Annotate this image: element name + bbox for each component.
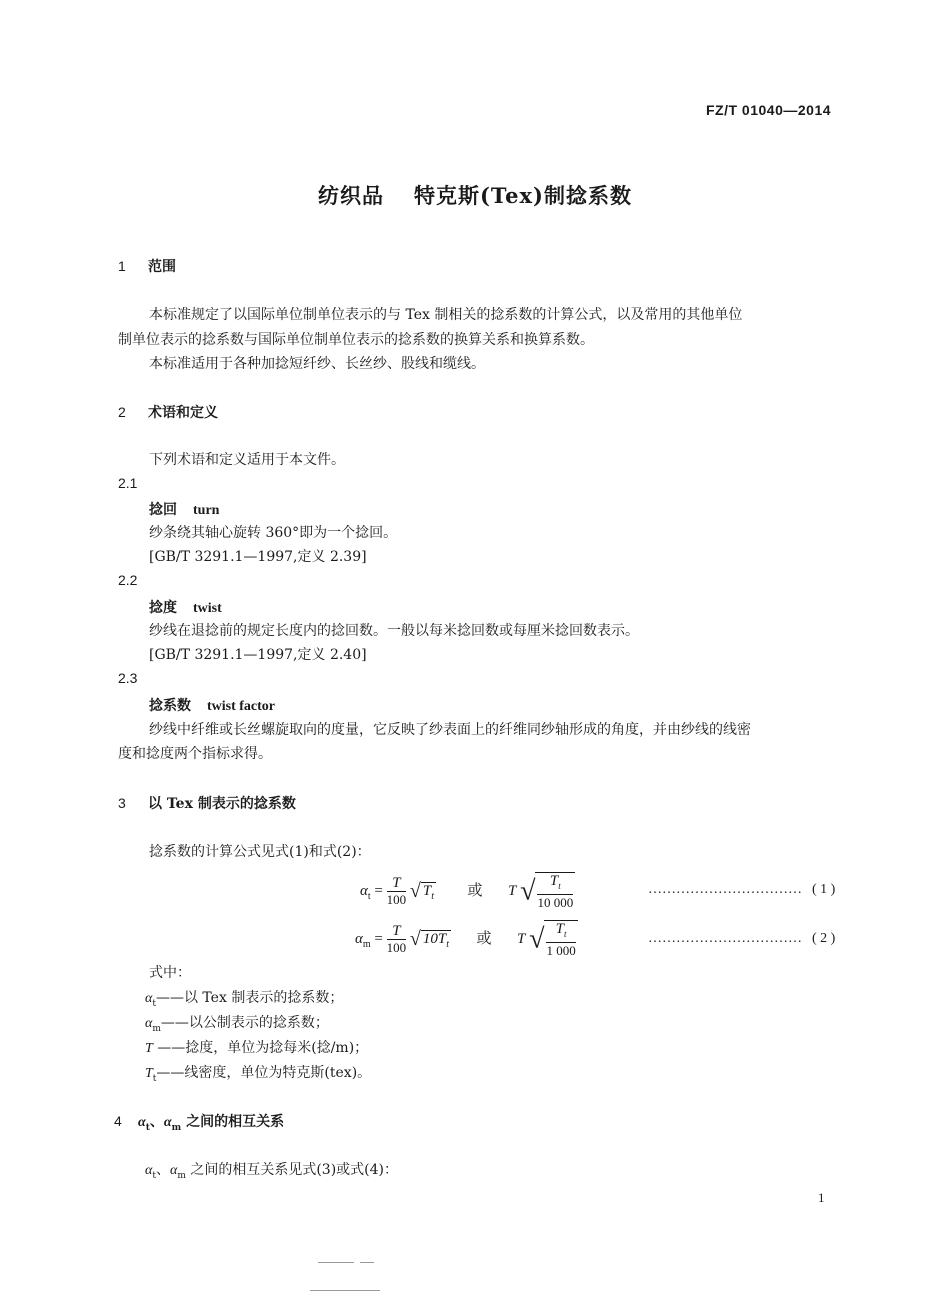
formula-2: $\alpha_m$ = $\frac{T}{100}$ √ $10T_t$ 或 T √ $\frac{T_t}{1 000}$	[355, 921, 576, 958]
section-4-heading: 4 $\alpha_t$、$\alpha_m$ 之间的相互关系	[114, 1113, 285, 1133]
term-2-2-title: 捻度 twist	[149, 600, 222, 616]
section-3-intro: 捻系数的计算公式见式(1)和式(2)：	[149, 844, 371, 860]
section-4-intro: $\alpha_t$、$\alpha_m$ 之间的相互关系见式(3)或式(4)：	[145, 1162, 399, 1181]
section-1-para1-line2: 制单位表示的捻系数与国际单位制单位表示的捻系数的换算关系和换算系数。	[118, 332, 594, 348]
term-2-2-number: 2.2	[118, 572, 138, 588]
term-2-3-number: 2.3	[118, 670, 138, 686]
title-part1: 纺织品	[318, 183, 384, 208]
term-2-1-definition: 纱条绕其轴心旋转 360°即为一个捻回。	[149, 525, 398, 541]
footer-mark	[360, 1262, 374, 1263]
section-2-intro: 下列术语和定义适用于本文件。	[149, 452, 345, 468]
section-3-heading: 3 以 Tex 制表示的捻系数	[118, 795, 296, 812]
variable-Tt: $T_t——$线密度，单位为特克斯(tex)。	[145, 1065, 372, 1084]
term-2-2-definition: 纱线在退捻前的规定长度内的捻回数。一般以每米捻回数或每厘米捻回数表示。	[149, 623, 639, 639]
standard-number: FZ/T 01040—2014	[706, 102, 832, 118]
formula-1: $\alpha_t$ = $\frac{T}{100}$ √ $T_t$ 或 T √ $\frac{T_t}{10 000}$	[360, 873, 574, 910]
section-1-para1-line1: 本标准规定了以国际单位制单位表示的与 Tex 制相关的捻系数的计算公式，以及常用的其他单位	[149, 307, 743, 323]
footer-mark	[318, 1262, 354, 1263]
term-2-3-title: 捻系数 twist factor	[149, 698, 276, 714]
formula-2-label: ( 2 )	[812, 931, 836, 946]
term-2-2-reference: [GB/T 3291.1—1997,定义 2.40]	[149, 647, 367, 663]
page-title	[0, 180, 950, 210]
term-2-1-title: 捻回 turn	[149, 502, 220, 518]
formula-1-leader: ……………………………	[648, 882, 802, 897]
variable-T: T ——捻度，单位为捻每米(捻/m)；	[145, 1040, 369, 1056]
formula-1-label: ( 1 )	[812, 882, 836, 897]
term-2-1-number: 2.1	[118, 475, 138, 491]
term-2-3-definition-line1: 纱线中纤维或长丝螺旋取向的度量，它反映了纱表面上的纤维同纱轴形成的角度，并由纱线的线密	[149, 722, 751, 738]
term-2-1-reference: [GB/T 3291.1—1997,定义 2.39]	[149, 549, 367, 565]
section-1-para2: 本标准适用于各种加捻短纤纱、长丝纱、股线和缆线。	[149, 356, 485, 372]
page-number: 1	[818, 1190, 825, 1205]
title-part2: 特克斯(Tex)制捻系数	[414, 183, 632, 208]
variable-alpha-t: $\alpha_t——$以 Tex 制表示的捻系数；	[145, 990, 344, 1009]
term-2-3-definition-line2: 度和捻度两个指标求得。	[118, 746, 272, 762]
footer-mark	[310, 1290, 380, 1291]
formula-2-leader: ……………………………	[648, 931, 802, 946]
variable-alpha-m: $\alpha_m——$以公制表示的捻系数；	[145, 1015, 329, 1034]
where-label: 式中：	[149, 965, 191, 981]
section-1-heading: 1 范围	[118, 258, 176, 275]
section-2-heading: 2 术语和定义	[118, 404, 218, 421]
